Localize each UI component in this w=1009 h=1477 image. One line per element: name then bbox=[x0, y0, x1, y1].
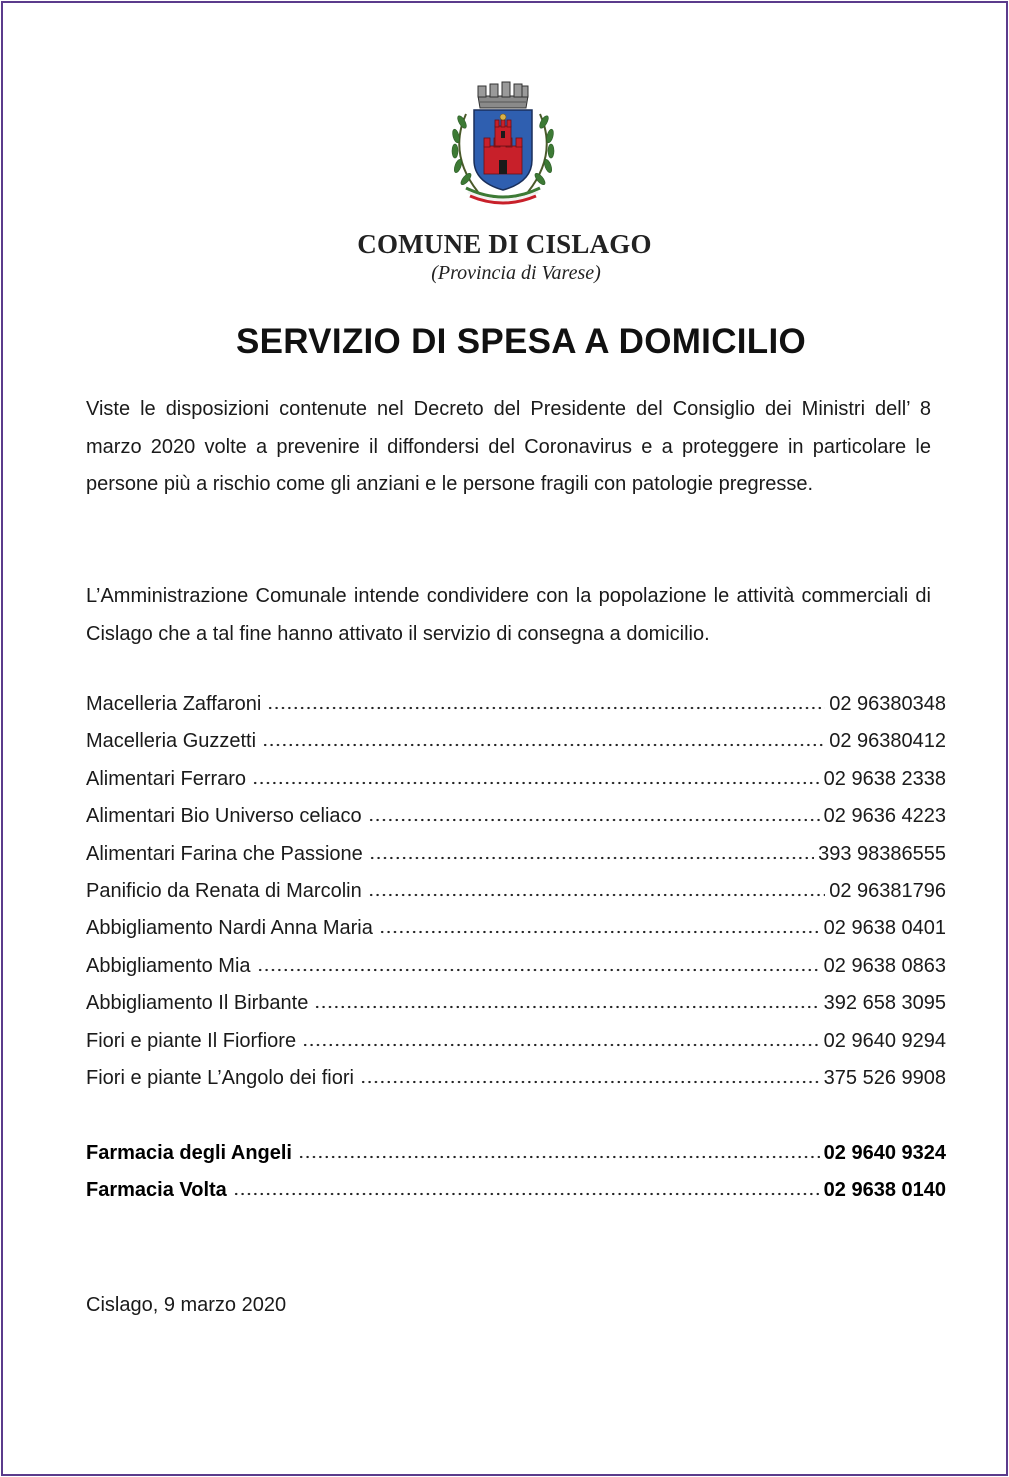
province-name: (Provincia di Varese) bbox=[431, 262, 601, 284]
dot-leader bbox=[257, 953, 820, 973]
shop-phone: 02 96380412 bbox=[829, 730, 946, 753]
dot-leader bbox=[298, 1140, 820, 1160]
dot-leader bbox=[368, 803, 820, 823]
shop-phone: 375 526 9908 bbox=[823, 1066, 946, 1089]
dot-leader bbox=[369, 841, 814, 861]
list-item bbox=[86, 914, 946, 951]
shop-name: Fiori e piante Il Fiorfiore bbox=[86, 1029, 297, 1052]
shop-phone: 02 96381796 bbox=[829, 879, 946, 902]
shop-name: Abbigliamento Il Birbante bbox=[86, 992, 309, 1015]
dot-leader bbox=[302, 1028, 820, 1048]
shop-name: Alimentari Bio Universo celiaco bbox=[86, 805, 362, 828]
municipal-coat-of-arms-icon bbox=[438, 74, 568, 209]
shop-name: Alimentari Ferraro bbox=[86, 767, 247, 790]
shop-phone: 02 9638 0863 bbox=[823, 954, 946, 977]
municipality-name: COMUNE DI CISLAGO bbox=[357, 229, 652, 259]
list-item bbox=[86, 952, 946, 989]
shop-name: Panificio da Renata di Marcolin bbox=[86, 879, 362, 902]
shop-name: Abbigliamento Nardi Anna Maria bbox=[86, 917, 373, 940]
list-item bbox=[86, 802, 946, 839]
shop-phone: 02 9638 2338 bbox=[823, 767, 946, 790]
dot-leader bbox=[233, 1177, 820, 1197]
list-item bbox=[86, 1027, 946, 1064]
pharmacy-name: Farmacia Volta bbox=[86, 1179, 227, 1202]
pharmacy-phone: 02 9638 0140 bbox=[823, 1179, 946, 1202]
list-item bbox=[86, 727, 946, 764]
shop-phone: 02 9640 9294 bbox=[823, 1029, 946, 1052]
shop-name: Macelleria Zaffaroni bbox=[86, 693, 262, 715]
pharmacy-phone: 02 9640 9324 bbox=[823, 1142, 946, 1164]
list-item bbox=[86, 690, 946, 727]
dot-leader bbox=[267, 691, 825, 711]
list-item bbox=[86, 989, 946, 1026]
shop-phone: 02 9638 0401 bbox=[823, 917, 946, 940]
shop-name: Alimentari Farina che Passione bbox=[86, 842, 363, 865]
dot-leader bbox=[252, 766, 820, 786]
shop-phone: 02 9636 4223 bbox=[823, 805, 946, 828]
shop-phone: 02 96380348 bbox=[829, 693, 946, 715]
list-item bbox=[86, 1064, 946, 1101]
shop-phone: 393 98386555 bbox=[818, 842, 946, 865]
date-line: Cislago, 9 marzo 2020 bbox=[86, 1294, 287, 1316]
shop-name: Macelleria Guzzetti bbox=[86, 730, 257, 753]
dot-leader bbox=[368, 878, 826, 898]
dot-leader bbox=[379, 915, 820, 935]
list-item bbox=[86, 765, 946, 802]
dot-leader bbox=[262, 728, 825, 748]
list-item bbox=[86, 1139, 946, 1176]
shop-name: Abbigliamento Mia bbox=[86, 954, 251, 977]
list-item bbox=[86, 840, 946, 877]
pharmacy-name: Farmacia degli Angeli bbox=[86, 1142, 292, 1164]
crown-icon bbox=[478, 82, 528, 108]
shop-name: Fiori e piante L’Angolo dei fiori bbox=[86, 1066, 354, 1089]
list-item bbox=[86, 877, 946, 914]
page-title: SERVIZIO DI SPESA A DOMICILIO bbox=[235, 322, 807, 361]
announcement-paragraph: L’Amministrazione Comunale intende condividere con la popolazione le attività commerciali di Cislago che a tal fine hanno attivato il servizio di consegna a domicilio. bbox=[86, 585, 931, 645]
dot-leader bbox=[314, 990, 819, 1010]
pharmacy-list bbox=[86, 1139, 946, 1214]
list-item bbox=[86, 1176, 946, 1213]
intro-paragraph: Viste le disposizioni contenute nel Decreto del Presidente del Consiglio dei Ministri dell’ 8 marzo 2020 volte a prevenire il diffondersi del Coronavirus e a proteggere in particolare le persone più a rischio come gli anziani e le persone fragili con patologie pregresse. bbox=[86, 398, 931, 495]
shop-list bbox=[86, 690, 946, 1101]
dot-leader bbox=[360, 1065, 820, 1085]
shop-phone: 392 658 3095 bbox=[823, 992, 946, 1015]
